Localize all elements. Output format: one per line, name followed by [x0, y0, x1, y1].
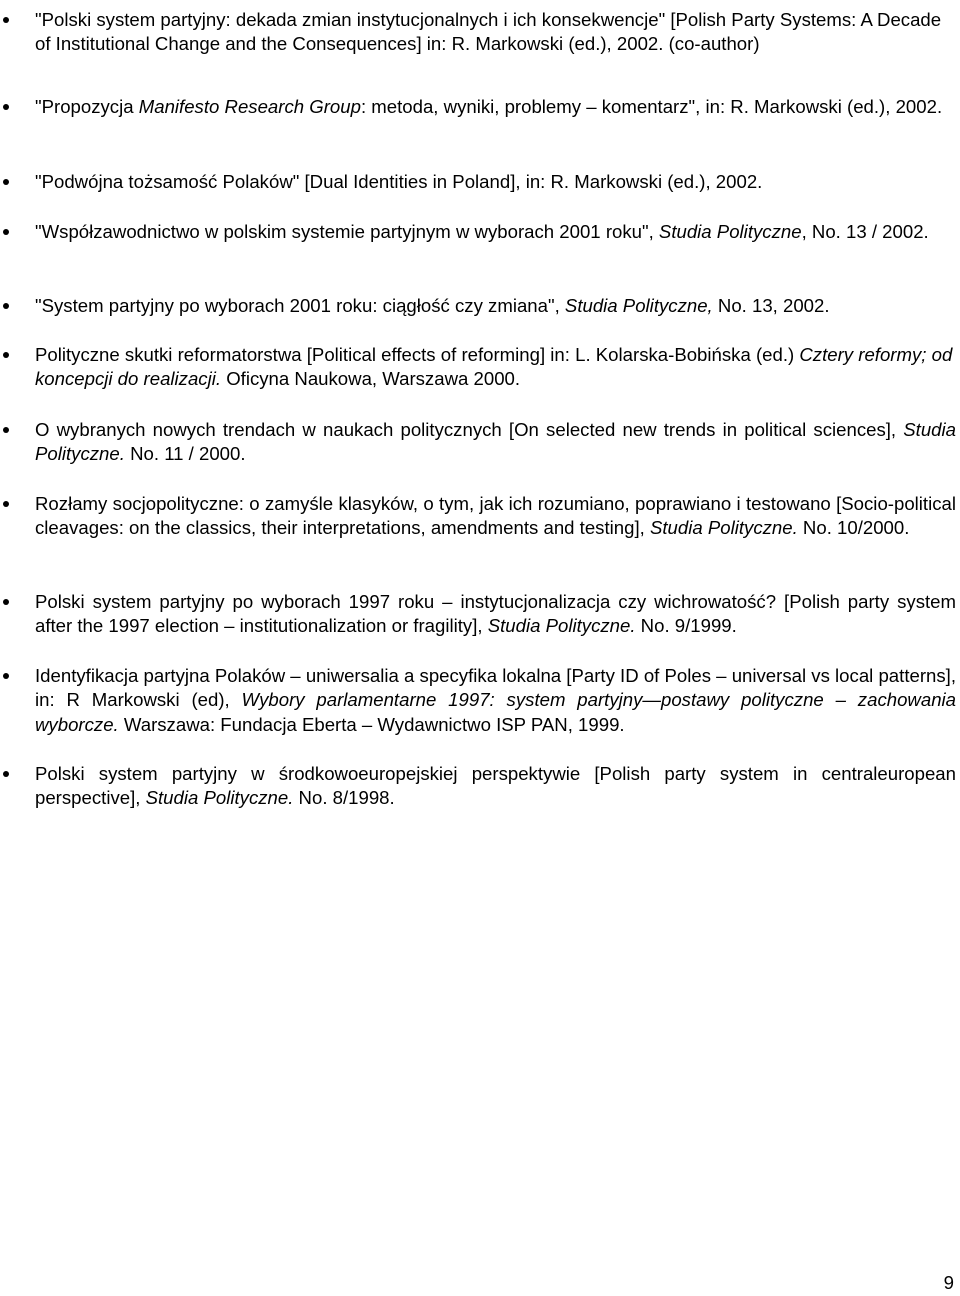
reference-italic-title: Studia Polityczne.: [145, 787, 294, 809]
reference-segment: No. 9/1999.: [635, 615, 737, 637]
reference-text: [35, 294, 956, 318]
reference-text: [35, 418, 956, 467]
bullet-icon: [3, 303, 9, 309]
bullet-icon: [3, 501, 9, 507]
reference-text: [35, 8, 956, 57]
reference-italic-title: Studia Polityczne.: [487, 615, 636, 637]
bullet-icon: [3, 673, 9, 679]
page-number: 9: [943, 1272, 954, 1293]
reference-segment: Warszawa: Fundacja Eberta – Wydawnictwo ISP PAN, 1999.: [118, 713, 625, 735]
reference-text: [35, 220, 956, 244]
reference-text: [35, 95, 956, 119]
reference-italic-title: Studia Polityczne: [658, 221, 802, 242]
reference-segment: Identyfikacja partyjna Polaków – uniwersalia a specyfika lokalna [Party ID of Poles – universal vs local patterns], in: R Markowski (ed),: [35, 665, 956, 711]
reference-segment: Polski system partyjny po wyborach 1997 roku – instytucjonalizacja czy wichrowatość? [Polish party system after the 1997 election – institutionalization or fragility],: [35, 591, 956, 637]
reference-text: [35, 664, 956, 737]
reference-italic-title: Studia Polityczne.: [35, 419, 956, 465]
reference-segment: : metoda, wyniki, problemy – komentarz", in: R. Markowski (ed.), 2002.: [360, 96, 943, 117]
bullet-icon: [3, 179, 9, 185]
reference-segment: "System partyjny po wyborach 2001 roku: ciągłość czy zmiana",: [35, 295, 565, 316]
reference-segment: "Współzawodnictwo w polskim systemie partyjnym w wyborach 2001 roku",: [35, 221, 659, 242]
bullet-icon: [3, 17, 9, 23]
reference-segment: Polski system partyjny w środkowoeuropejskiej perspektywie [Polish party system in centraleuropean perspective],: [35, 763, 956, 809]
reference-segment: "Podwójna tożsamość Polaków" [Dual Identities in Poland], in: R. Markowski (ed.), 2002.: [35, 171, 763, 192]
reference-segment: No. 11 / 2000.: [124, 443, 246, 465]
reference-segment: Rozłamy socjopolityczne: o zamyśle klasyków, o tym, jak ich rozumiano, poprawiano i testowano [Socio-political cleavages: on the classics, their interpretations, amendments and testing],: [35, 493, 956, 539]
reference-segment: "Propozycja: [35, 96, 139, 117]
reference-italic-title: Studia Polityczne.: [649, 517, 798, 539]
reference-text: [35, 343, 956, 392]
reference-segment: O wybranych nowych trendach w naukach politycznych [On selected new trends in political sciences],: [35, 419, 904, 440]
bullet-icon: [3, 771, 9, 777]
reference-segment: "Polski system partyjny: dekada zmian instytucjonalnych i ich konsekwencje" [Polish Party Systems: A Decade of Institutional Change and the Consequences] in: R. Markowski (ed.), 2002. (co-author): [35, 9, 942, 55]
reference-italic-title: Manifesto Research Group: [138, 96, 361, 117]
reference-text: [35, 762, 956, 811]
reference-segment: , No. 13 / 2002.: [801, 221, 929, 242]
bullet-icon: [3, 427, 9, 433]
reference-italic-title: Wybory parlamentarne 1997: system partyjny—postawy polityczne – zachowania wyborcze.: [35, 689, 957, 735]
reference-segment: Polityczne skutki reformatorstwa [Political effects of reforming] in: L. Kolarska-Bobińska (ed.): [35, 344, 800, 365]
bullet-icon: [3, 352, 9, 358]
reference-segment: No. 13, 2002.: [712, 295, 830, 316]
reference-text: [35, 492, 956, 541]
bullet-icon: [3, 104, 9, 110]
reference-segment: Oficyna Naukowa, Warszawa 2000.: [221, 368, 521, 390]
reference-italic-title: Studia Polityczne,: [564, 295, 713, 316]
reference-text: [35, 590, 956, 639]
reference-segment: No. 8/1998.: [293, 787, 395, 809]
bullet-icon: [3, 599, 9, 605]
reference-text: [35, 170, 956, 194]
reference-segment: No. 10/2000.: [797, 517, 910, 539]
bullet-icon: [3, 229, 9, 235]
reference-italic-title: Cztery reformy; od koncepcji do realizacji.: [35, 344, 953, 390]
